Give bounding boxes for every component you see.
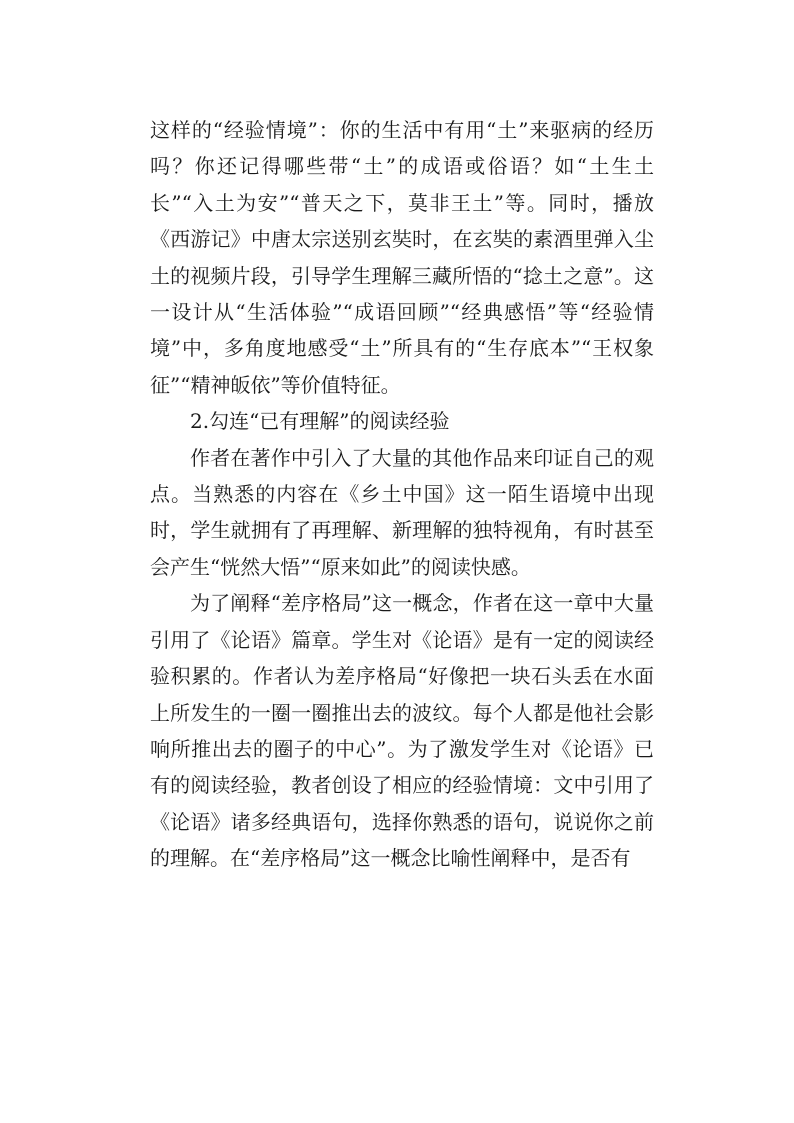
paragraph: 为了阐释“差序格局”这一概念，作者在这一章中大量引用了《论语》篇章。学生对《论语》是有一定的阅读经验积累的。作者认为差序格局“好像把一块石头丢在水面上所发生的一圈一圈推出去的波纹。每个人都是他社会影响所推出去的圈子的中心”。为了激发学生对《论语》已有的阅读经验，教者创设了相应的经验情境：文中引用了《论语》诸多经典语句，选择你熟悉的语句，说说你之前的理解。在“差序格局”这一概念比喻性阐释中，是否有 [150,591,654,871]
document-body [150,112,654,877]
paragraph-continued: 这样的“经验情境”：你的生活中有用“土”来驱病的经历吗？你还记得哪些带“土”的成语或俗语？如“土生土长”“入土为安”“普天之下，莫非王土”等。同时，播放《西游记》中唐太宗送别玄奘时，在玄奘的素酒里弹入尘土的视频片段，引导学生理解三藏所悟的“捻土之意”。这一设计从“生活体验”“成语回顾”“经典感悟”等“经验情境”中，多角度地感受“土”所具有的“生存底本”“王权象征”“精神皈依”等价值特征。 [150,118,654,397]
section-heading: 2.勾连“已有理解”的阅读经验 [190,409,450,434]
paragraph: 作者在著作中引入了大量的其他作品来印证自己的观点。当熟悉的内容在《乡土中国》这一陌生语境中出现时，学生就拥有了再理解、新理解的独特视角，有时甚至会产生“恍然大悟”“原来如此”的阅读快感。 [150,445,654,579]
